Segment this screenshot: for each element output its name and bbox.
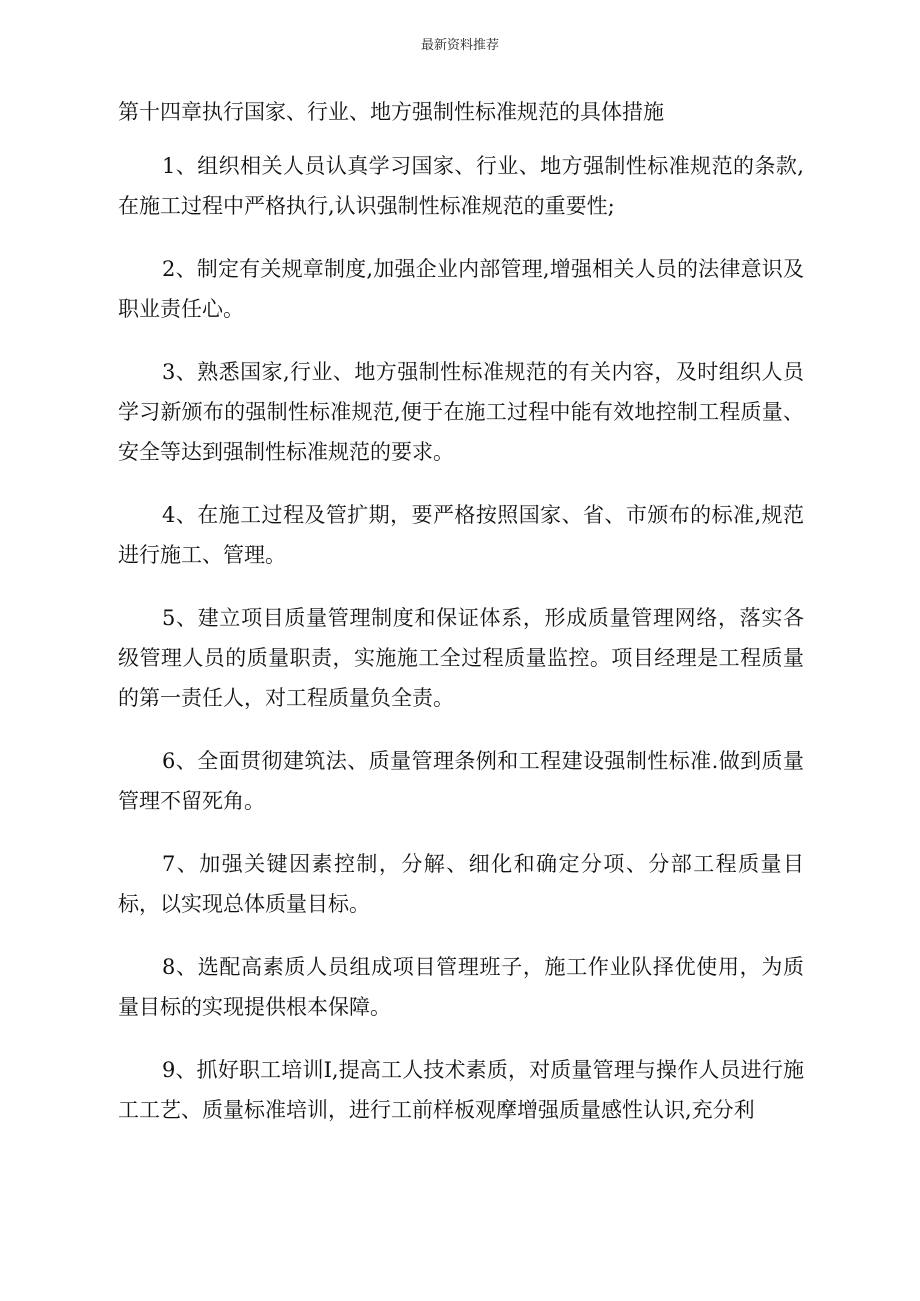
paragraph-5: 5、建立项目质量管理制度和保证体系，形成质量管理网络，落实各级管理人员的质量职责，实施施工全过程质量监控。项目经理是工程质量的第一责任人，对工程质量负全责。 xyxy=(118,606,804,710)
paragraph-4: 4、在施工过程及管扩期，要严格按照国家、省、市颁布的标准,规范进行施工、管理。 xyxy=(118,503,804,567)
paragraph-9: 9、抓好职工培训I,提高工人技术素质，对质量管理与操作人员进行施工工艺、质量标准培训，进行工前样板观摩增强质量感性认识,充分利 xyxy=(118,1058,804,1122)
paragraph-6: 6、全面贯彻建筑法、质量管理条例和工程建设强制性标准.做到质量管理不留死角。 xyxy=(118,749,804,813)
document-body xyxy=(118,92,804,1153)
chapter-heading: 第十四章执行国家、行业、地方强制性标准规范的具体措施 xyxy=(118,100,664,124)
paragraph-1: 1、组织相关人员认真学习国家、行业、地方强制性标准规范的条款,在施工过程中严格执行,认识强制性标准规范的重要性; xyxy=(118,154,804,218)
paragraph-7: 7、加强关键因素控制，分解、细化和确定分项、分部工程质量目标，以实现总体质量目标。 xyxy=(118,852,804,916)
paragraph-8: 8、选配高素质人员组成项目管理班子，施工作业队择优使用，为质量目标的实现提供根本保障。 xyxy=(118,955,804,1019)
page-header: 最新资料推荐 xyxy=(420,38,499,53)
paragraph-2: 2、制定有关规章制度,加强企业内部管理,增强相关人员的法律意识及职业责任心。 xyxy=(118,257,804,321)
paragraph-3: 3、熟悉国家,行业、地方强制性标准规范的有关内容，及时组织人员学习新颁布的强制性标准规范,便于在施工过程中能有效地控制工程质量、安全等达到强制性标准规范的要求。 xyxy=(118,360,804,464)
